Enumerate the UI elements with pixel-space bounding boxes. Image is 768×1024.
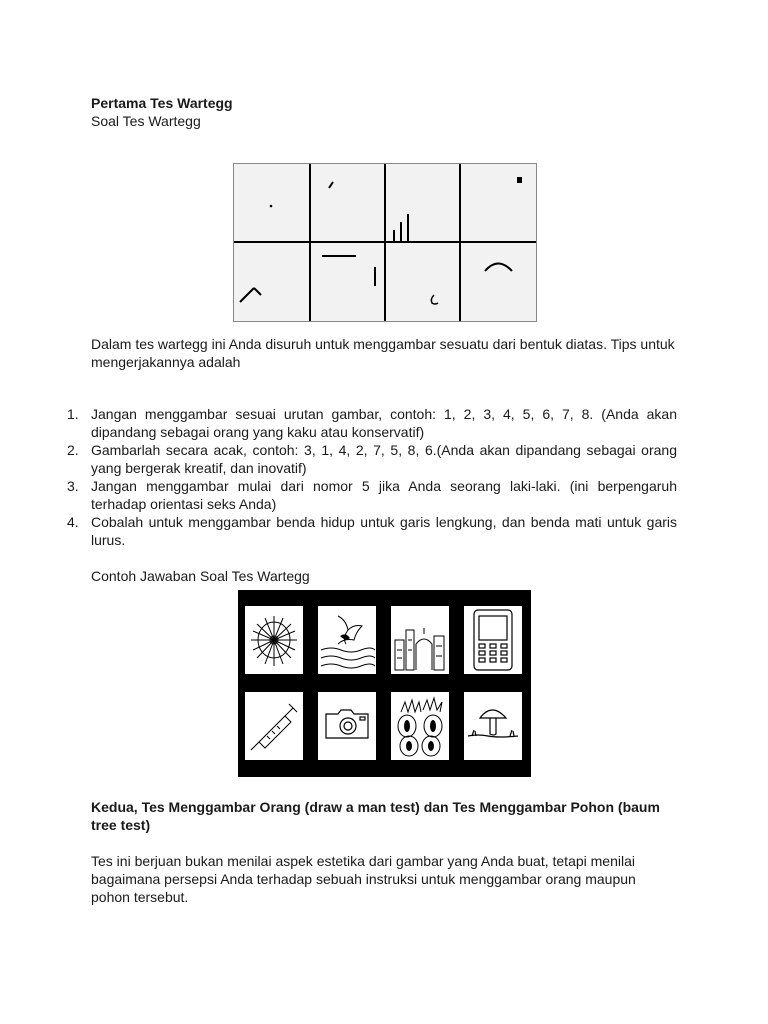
list-item-number: 4. [67, 514, 79, 530]
syringe-drawing-icon [245, 692, 303, 760]
list-item-number: 1. [67, 406, 79, 422]
list-item [67, 441, 677, 477]
section2-body: Tes ini berjuan bukan menilai aspek estetika dari gambar yang Anda buat, tetapi menilai bagaimana persepsi Anda terhadap sebuah instruksi untuk menggambar orang maupun pohon tersebut. [91, 853, 636, 905]
list-item [67, 513, 677, 549]
city-buildings-drawing-icon [391, 606, 449, 674]
camera-drawing-icon [318, 692, 376, 760]
wartegg-test-grid [233, 163, 537, 322]
bird-landscape-drawing-icon [318, 606, 376, 674]
section2-title: Kedua, Tes Menggambar Orang (draw a man test) dan Tes Menggambar Pohon (baum tree test) [91, 799, 660, 833]
tips-list [67, 405, 677, 549]
section1-title: Pertama Tes Wartegg [91, 95, 233, 111]
mushroom-drawing-icon [464, 692, 522, 760]
section1-header [91, 94, 677, 130]
list-item-text: Jangan menggambar sesuai urutan gambar, contoh: 1, 2, 3, 4, 5, 6, 7, 8. (Anda akan dipandang sebagai orang yang kaku atau konservatif) [91, 406, 677, 440]
list-item [67, 405, 677, 441]
flower-drawing-icon [245, 606, 303, 674]
list-item-number: 2. [67, 442, 79, 458]
mobile-phone-drawing-icon [464, 606, 522, 674]
section2 [91, 798, 677, 906]
section1-subtitle: Soal Tes Wartegg [91, 113, 201, 129]
example-title: Contoh Jawaban Soal Tes Wartegg [91, 568, 310, 584]
pineapples-drawing-icon [391, 692, 449, 760]
example-answers-grid [238, 590, 531, 777]
list-item [67, 477, 677, 513]
list-item-text: Gambarlah secara acak, contoh: 3, 1, 4, 2, 7, 5, 8, 6.(Anda akan dipandang sebagai orang yang bergerak kreatif, dan inovatif) [91, 442, 677, 476]
intro-paragraph: Dalam tes wartegg ini Anda disuruh untuk menggambar sesuatu dari bentuk diatas. Tips untuk mengerjakannya adalah [91, 336, 675, 370]
list-item-number: 3. [67, 478, 79, 494]
list-item-text: Cobalah untuk menggambar benda hidup untuk garis lengkung, dan benda mati untuk garis lurus. [91, 514, 677, 548]
list-item-text: Jangan menggambar mulai dari nomor 5 jika Anda seorang laki-laki. (ini berpengaruh terhadap orientasi seks Anda) [91, 478, 677, 512]
